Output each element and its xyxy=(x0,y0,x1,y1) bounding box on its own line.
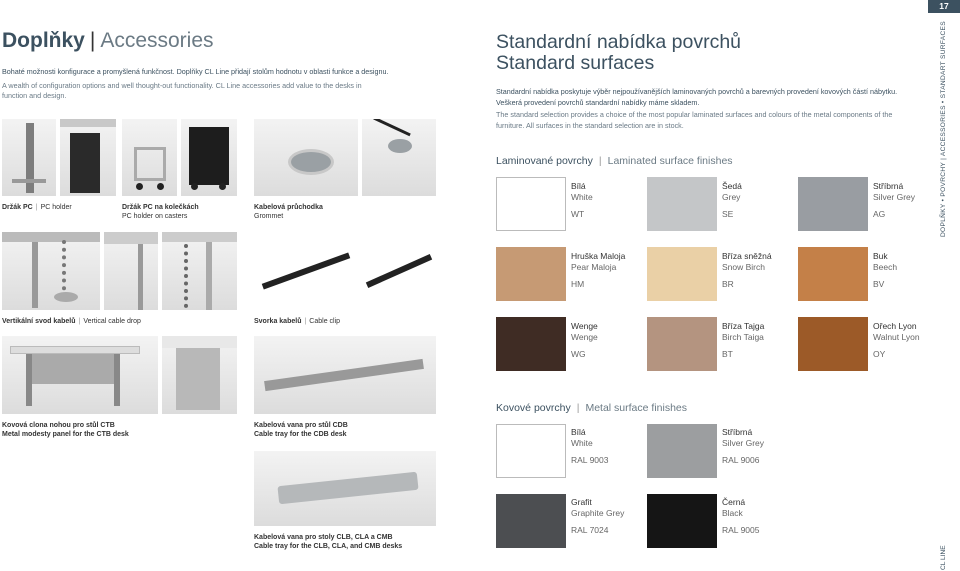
metal-swatch xyxy=(647,424,717,478)
section-side-label: DOPLŇKY • POVRCHY | ACCESSORIES • STANDART SURFACES xyxy=(940,21,947,237)
caption-pc-holder: Držák PC | PC holder xyxy=(2,204,72,211)
laminate-swatch xyxy=(496,247,566,301)
caption-vertical-drop: Vertikální svod kabelů | Vertical cable drop xyxy=(2,318,141,325)
metal-heading: Kovové povrchy | Metal surface finishes xyxy=(496,402,687,414)
grommet-photo-1 xyxy=(254,119,358,196)
laminate-swatch-label xyxy=(722,181,742,220)
cable-tray-cdb-photo xyxy=(254,336,436,414)
swatch-name-en: Pear Maloja xyxy=(571,262,617,272)
caption-modesty-panel: Kovová clona nohou pro stůl CTB Metal modesty panel for the CTB desk xyxy=(2,422,129,438)
modesty-panel-photo-1 xyxy=(2,336,158,414)
laminate-swatch-label xyxy=(571,251,625,290)
caption-grommet: Kabelová průchodka Grommet xyxy=(254,204,323,220)
metal-swatch xyxy=(496,494,566,548)
caption-cable-clip: Svorka kabelů | Cable clip xyxy=(254,318,341,325)
cable-clip-photo-2 xyxy=(362,232,436,310)
swatch-code: RAL 9006 xyxy=(722,455,760,465)
cable-clip-photo-1 xyxy=(254,232,358,310)
caption-tray-cdb: Kabelová vana pro stůl CDB Cable tray for the CDB desk xyxy=(254,422,348,438)
pc-casters-photo-2 xyxy=(181,119,237,196)
laminate-swatch xyxy=(798,247,868,301)
laminate-swatch xyxy=(647,317,717,371)
laminate-swatch-label xyxy=(571,181,593,220)
swatch-name-en: Graphite Grey xyxy=(571,508,625,518)
metal-swatch xyxy=(496,424,566,478)
vertical-drop-photo-2 xyxy=(104,232,158,310)
laminate-swatch-label xyxy=(873,321,920,360)
brand-side-label: CL LINE xyxy=(940,545,947,570)
caption-pc-casters: Držák PC na kolečkách PC holder on casters xyxy=(122,204,199,220)
laminate-swatch-label xyxy=(873,251,897,290)
swatch-name-cz: Bříza Tajga xyxy=(722,321,765,331)
swatch-code: WT xyxy=(571,209,585,219)
intro-cz: Bohaté možnosti konfigurace a promyšlená funkčnost. Doplňky CL Line přidají stolům hodnotu v oblasti funkce a designu. xyxy=(2,67,389,76)
swatch-name-en: Black xyxy=(722,508,743,518)
accessories-title: Doplňky | Accessories xyxy=(2,29,214,52)
surfaces-intro-en: The standard selection provides a choice of the most popular laminated surfaces and colours of the metal components of the furniture. All surfaces in the standard selection are in stock. xyxy=(496,110,893,130)
swatch-code: BR xyxy=(722,279,734,289)
swatch-code: HM xyxy=(571,279,585,289)
laminate-swatch-label xyxy=(873,181,915,220)
laminate-swatch-label xyxy=(571,321,598,360)
laminate-swatch xyxy=(496,317,566,371)
laminate-swatch xyxy=(647,177,717,231)
title-en: Accessories xyxy=(100,29,214,52)
page-number: 17 xyxy=(939,1,949,11)
vertical-drop-photo-1 xyxy=(2,232,100,310)
swatch-code: AG xyxy=(873,209,886,219)
swatch-name-en: Silver Grey xyxy=(873,192,916,202)
metal-swatch-label xyxy=(571,427,609,466)
surfaces-intro-cz: Standardní nabídka poskytuje výběr nejpoužívanějších laminovaných povrchů a barevných provedení kovových částí nábytku. Veškerá provedení povrchů standardní nabídky máme skladem. xyxy=(496,87,898,107)
swatch-name-en: Beech xyxy=(873,262,898,272)
modesty-panel-photo-2 xyxy=(162,336,237,414)
swatch-code: WG xyxy=(571,349,586,359)
swatch-name-cz: Hruška Maloja xyxy=(571,251,626,261)
swatch-code: OY xyxy=(873,349,886,359)
swatch-name-en: Silver Grey xyxy=(722,438,765,448)
swatch-name-cz: Stříbrná xyxy=(873,181,904,191)
title-cz: Doplňky xyxy=(2,29,85,52)
swatch-name-cz: Wenge xyxy=(571,321,598,331)
laminate-swatch-label xyxy=(722,251,772,290)
laminate-swatch xyxy=(496,177,566,231)
swatch-name-en: Birch Taiga xyxy=(722,332,764,342)
caption-tray-clb: Kabelová vana pro stoly CLB, CLA a CMB Cable tray for the CLB, CLA, and CMB desks xyxy=(254,534,403,550)
swatch-code: RAL 9003 xyxy=(571,455,609,465)
swatch-name-cz: Grafit xyxy=(571,497,592,507)
swatch-name-cz: Bříza sněžná xyxy=(722,251,772,261)
swatch-name-cz: Šedá xyxy=(722,181,742,191)
swatch-code: RAL 9005 xyxy=(722,525,760,535)
swatch-name-cz: Bílá xyxy=(571,181,586,191)
metal-swatch-label xyxy=(722,497,760,536)
grommet-photo-2 xyxy=(362,119,436,196)
pc-casters-photo-1 xyxy=(122,119,177,196)
page-number-badge xyxy=(928,0,960,13)
swatch-name-cz: Buk xyxy=(873,251,888,261)
swatch-code: SE xyxy=(722,209,734,219)
surfaces-title-cz: Standardní nabídka povrchů xyxy=(496,31,742,53)
swatch-name-en: White xyxy=(571,438,593,448)
swatch-name-en: Walnut Lyon xyxy=(873,332,920,342)
laminate-swatch-label xyxy=(722,321,764,360)
intro-en: A wealth of configuration options and well thought-out functionality. CL Line accessories add value to the desks in function and design. xyxy=(2,81,362,100)
surfaces-title-en: Standard surfaces xyxy=(496,52,655,74)
swatch-name-cz: Ořech Lyon xyxy=(873,321,917,331)
laminate-swatch xyxy=(647,247,717,301)
swatch-code: RAL 7024 xyxy=(571,525,609,535)
swatch-name-en: Snow Birch xyxy=(722,262,765,272)
laminate-swatch xyxy=(798,317,868,371)
swatch-name-en: Wenge xyxy=(571,332,598,342)
laminate-swatch xyxy=(798,177,868,231)
laminated-heading: Laminované povrchy | Laminated surface finishes xyxy=(496,155,733,167)
pc-holder-photo-2 xyxy=(60,119,116,196)
cable-tray-clb-photo xyxy=(254,451,436,526)
metal-swatch xyxy=(647,494,717,548)
pc-holder-photo-1 xyxy=(2,119,56,196)
swatch-code: BV xyxy=(873,279,885,289)
swatch-name-en: Grey xyxy=(722,192,741,202)
swatch-code: BT xyxy=(722,349,733,359)
metal-swatch-label xyxy=(722,427,764,466)
metal-swatch-label xyxy=(571,497,624,536)
swatch-name-cz: Stříbrná xyxy=(722,427,753,437)
swatch-name-cz: Černá xyxy=(722,497,746,507)
swatch-name-en: White xyxy=(571,192,593,202)
swatch-name-cz: Bílá xyxy=(571,427,586,437)
vertical-drop-photo-3 xyxy=(162,232,237,310)
